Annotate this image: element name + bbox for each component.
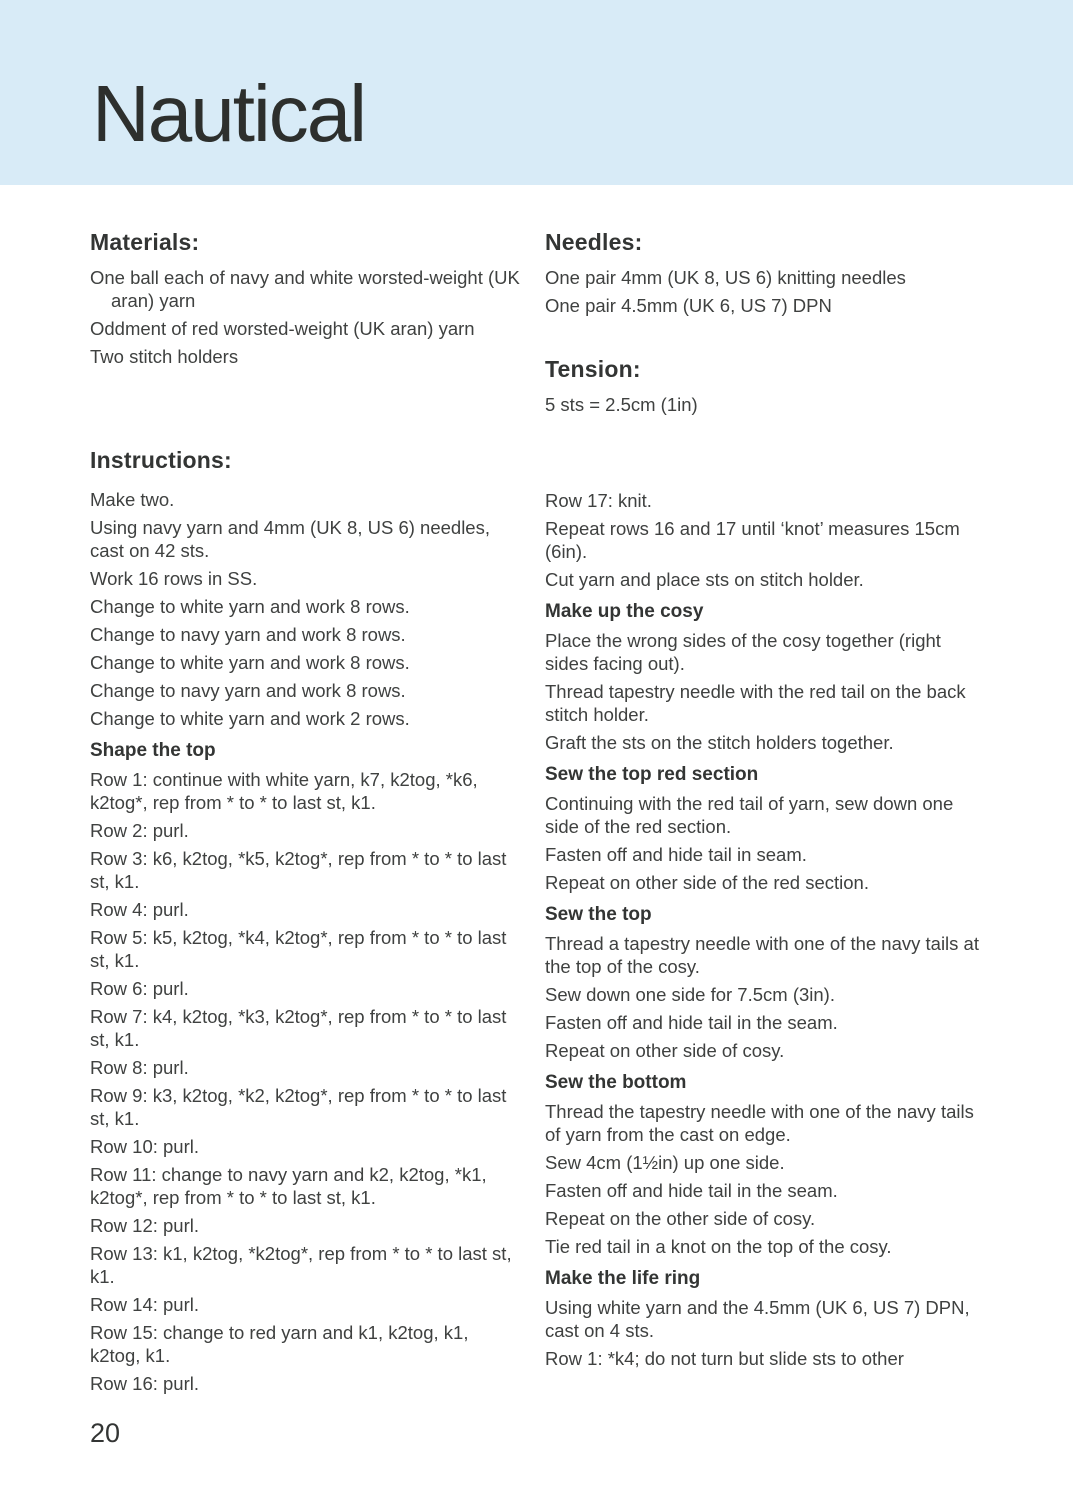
subsection-heading: Sew the bottom: [545, 1072, 687, 1093]
text-paragraph: Row 7: k4, k2tog, *k3, k2tog*, rep from * to * to last st, k1.: [90, 1006, 507, 1050]
subsection-heading: Shape the top: [90, 740, 216, 761]
text-paragraph: Sew 4cm (1½in) up one side.: [545, 1152, 785, 1173]
text-paragraph: Fasten off and hide tail in the seam.: [545, 1180, 838, 1201]
text-paragraph: Row 13: k1, k2tog, *k2tog*, rep from * to * to last st, k1.: [90, 1243, 512, 1287]
instructions-heading: Instructions:: [90, 447, 232, 473]
text-paragraph: Tie red tail in a knot on the top of the cosy.: [545, 1236, 892, 1257]
text-paragraph: Row 1: continue with white yarn, k7, k2tog, *k6, k2tog*, rep from * to * to last st, k1.: [90, 769, 478, 813]
text-paragraph: One pair 4mm (UK 8, US 6) knitting needles: [545, 267, 906, 288]
text-paragraph: Change to white yarn and work 8 rows.: [90, 652, 410, 673]
text-paragraph: Row 4: purl.: [90, 899, 189, 920]
text-paragraph: Thread the tapestry needle with one of the navy tails of yarn from the cast on edge.: [545, 1101, 974, 1145]
text-paragraph: Two stitch holders: [90, 346, 239, 367]
text-paragraph: Repeat on the other side of cosy.: [545, 1208, 816, 1229]
text-paragraph: Using navy yarn and 4mm (UK 8, US 6) needles, cast on 42 sts.: [90, 517, 490, 561]
text-paragraph: Change to white yarn and work 8 rows.: [90, 596, 410, 617]
text-paragraph: Row 8: purl.: [90, 1057, 189, 1078]
needles-list: [545, 266, 985, 317]
instructions-section: [90, 446, 520, 1395]
page-footer: [90, 1418, 120, 1449]
right-column: [545, 228, 985, 1400]
text-paragraph: Row 12: purl.: [90, 1215, 199, 1236]
tension-section: [545, 355, 985, 416]
materials-section: [90, 228, 520, 368]
text-paragraph: Row 3: k6, k2tog, *k5, k2tog*, rep from * to * to last st, k1.: [90, 848, 507, 892]
page-title: Nautical: [92, 69, 366, 158]
instructions-left-column: [90, 488, 520, 1395]
instructions-right-column: [545, 489, 985, 1370]
tension-list: [545, 393, 985, 416]
text-paragraph: Repeat on other side of cosy.: [545, 1040, 785, 1061]
tension-heading: Tension:: [545, 356, 641, 382]
text-paragraph: Fasten off and hide tail in the seam.: [545, 1012, 838, 1033]
text-paragraph: Place the wrong sides of the cosy together (right sides facing out).: [545, 630, 941, 674]
text-paragraph: Thread tapestry needle with the red tail on the back stitch holder.: [545, 681, 966, 725]
subsection-heading: Sew the top red section: [545, 764, 759, 785]
page-header-band: [0, 0, 1073, 185]
text-paragraph: One ball each of navy and white worsted-weight (UK aran) yarn: [90, 267, 520, 311]
text-paragraph: Cut yarn and place sts on stitch holder.: [545, 569, 864, 590]
text-paragraph: Using white yarn and the 4.5mm (UK 6, US 7) DPN, cast on 4 sts.: [545, 1297, 970, 1341]
text-paragraph: Oddment of red worsted-weight (UK aran) yarn: [90, 318, 475, 339]
materials-list: [90, 266, 520, 368]
text-paragraph: Graft the sts on the stitch holders together.: [545, 732, 894, 753]
page-content: [0, 185, 1073, 1400]
text-paragraph: Fasten off and hide tail in seam.: [545, 844, 807, 865]
materials-heading: Materials:: [90, 229, 200, 255]
text-paragraph: One pair 4.5mm (UK 6, US 7) DPN: [545, 295, 832, 316]
text-paragraph: Row 16: purl.: [90, 1373, 199, 1394]
text-paragraph: Row 1: *k4; do not turn but slide sts to other: [545, 1348, 904, 1369]
text-paragraph: Repeat on other side of the red section.: [545, 872, 869, 893]
text-paragraph: Row 5: k5, k2tog, *k4, k2tog*, rep from * to * to last st, k1.: [90, 927, 507, 971]
needles-heading: Needles:: [545, 229, 643, 255]
text-paragraph: Work 16 rows in SS.: [90, 568, 258, 589]
text-paragraph: Row 6: purl.: [90, 978, 189, 999]
text-paragraph: Make two.: [90, 489, 175, 510]
needles-section: [545, 228, 985, 317]
text-paragraph: Change to navy yarn and work 8 rows.: [90, 624, 406, 645]
subsection-heading: Make the life ring: [545, 1268, 701, 1289]
text-paragraph: Thread a tapestry needle with one of the navy tails at the top of the cosy.: [545, 933, 979, 977]
subsection-heading: Sew the top: [545, 904, 652, 925]
text-paragraph: Continuing with the red tail of yarn, sew down one side of the red section.: [545, 793, 954, 837]
text-paragraph: Change to white yarn and work 2 rows.: [90, 708, 410, 729]
text-paragraph: Change to navy yarn and work 8 rows.: [90, 680, 406, 701]
text-paragraph: Repeat rows 16 and 17 until ‘knot’ measures 15cm (6in).: [545, 518, 960, 562]
text-paragraph: Row 15: change to red yarn and k1, k2tog, k1, k2tog, k1.: [90, 1322, 469, 1366]
left-column: [90, 228, 520, 1400]
text-paragraph: 5 sts = 2.5cm (1in): [545, 394, 698, 415]
page-number: 20: [90, 1418, 121, 1448]
text-paragraph: Row 10: purl.: [90, 1136, 199, 1157]
text-paragraph: Sew down one side for 7.5cm (3in).: [545, 984, 835, 1005]
text-paragraph: Row 14: purl.: [90, 1294, 199, 1315]
text-paragraph: Row 2: purl.: [90, 820, 189, 841]
text-paragraph: Row 17: knit.: [545, 490, 652, 511]
text-paragraph: Row 11: change to navy yarn and k2, k2tog, *k1, k2tog*, rep from * to * to last st, k1.: [90, 1164, 487, 1208]
subsection-heading: Make up the cosy: [545, 601, 704, 622]
text-paragraph: Row 9: k3, k2tog, *k2, k2tog*, rep from * to * to last st, k1.: [90, 1085, 507, 1129]
